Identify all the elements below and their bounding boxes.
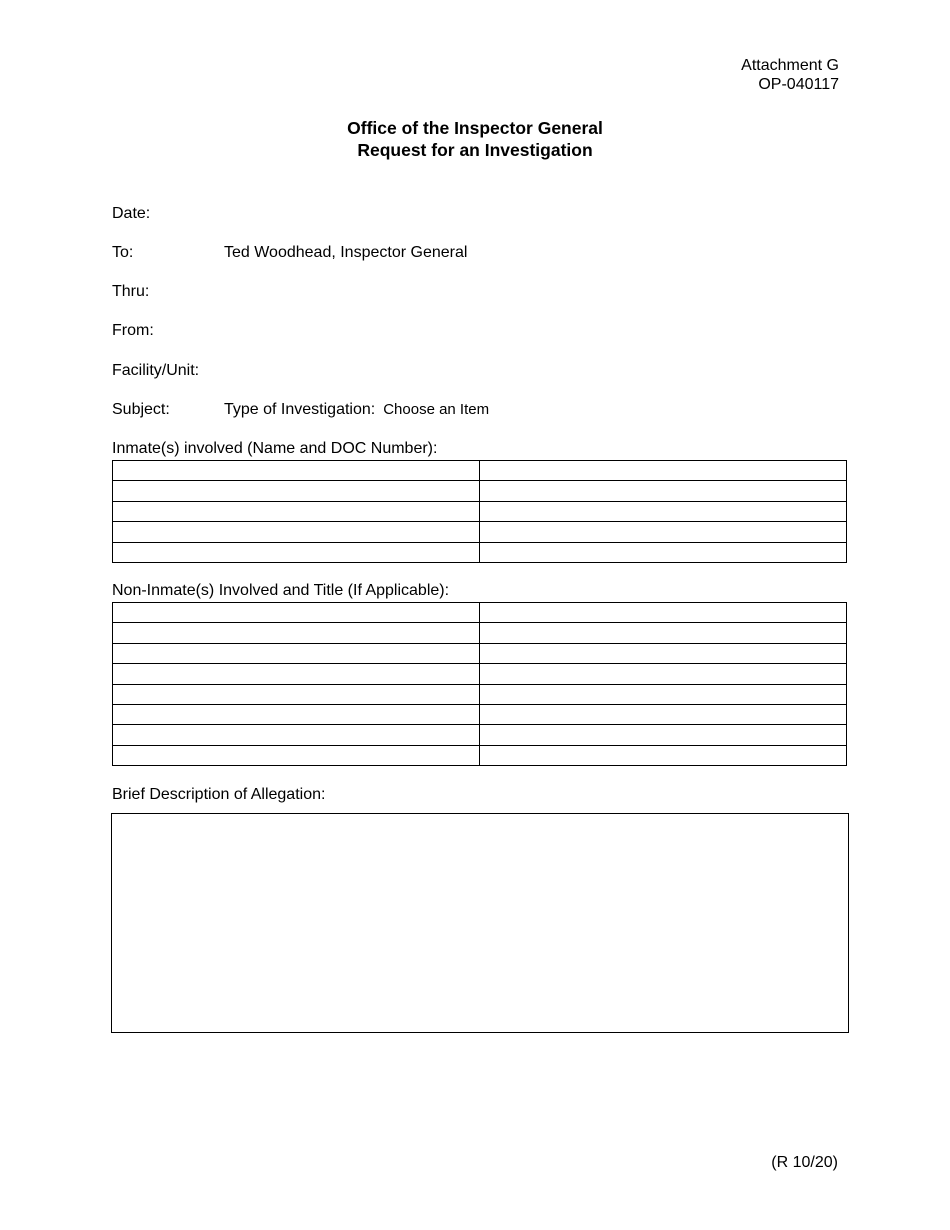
thru-label: Thru: [112, 283, 150, 300]
to-field[interactable] [112, 243, 467, 263]
inmates-table [112, 460, 847, 563]
title-line-2: Request for an Investigation [357, 140, 593, 160]
date-field[interactable] [112, 204, 224, 224]
non-inmates-cell[interactable] [113, 664, 480, 684]
non-inmates-cell[interactable] [480, 664, 847, 684]
non-inmates-cell[interactable] [480, 704, 847, 724]
non-inmates-cell[interactable] [480, 643, 847, 663]
non-inmates-cell[interactable] [113, 745, 480, 765]
non-inmates-cell[interactable] [480, 745, 847, 765]
inmates-cell[interactable] [113, 522, 480, 542]
inmates-cell[interactable] [480, 501, 847, 521]
inmates-row [113, 542, 847, 562]
non-inmates-cell[interactable] [480, 725, 847, 745]
type-of-investigation-dropdown[interactable]: Choose an Item [383, 401, 490, 418]
to-label: To: [112, 244, 134, 261]
facility-label: Facility/Unit: [112, 362, 200, 379]
non-inmates-cell[interactable] [113, 725, 480, 745]
non-inmates-cell[interactable] [113, 684, 480, 704]
non-inmates-cell[interactable] [480, 603, 847, 623]
title-line-1: Office of the Inspector General [347, 118, 603, 138]
non-inmates-row [113, 664, 847, 684]
inmates-cell[interactable] [480, 522, 847, 542]
non-inmates-label: Non-Inmate(s) Involved and Title (If Applicable): [112, 582, 450, 599]
from-field[interactable] [112, 321, 224, 341]
date-label: Date: [112, 205, 151, 222]
inmates-cell[interactable] [480, 542, 847, 562]
non-inmates-cell[interactable] [480, 684, 847, 704]
non-inmates-row [113, 643, 847, 663]
attachment-header [741, 56, 839, 94]
inmates-row [113, 481, 847, 501]
non-inmates-cell[interactable] [480, 623, 847, 643]
allegation-textarea[interactable] [111, 813, 849, 1033]
inmates-row [113, 461, 847, 481]
inmates-label: Inmate(s) involved (Name and DOC Number): [112, 440, 438, 457]
type-of-investigation-label: Type of Investigation: [224, 401, 376, 418]
inmates-cell[interactable] [480, 481, 847, 501]
non-inmates-row [113, 704, 847, 724]
inmates-cell[interactable] [480, 461, 847, 481]
non-inmates-table [112, 602, 847, 766]
allegation-label: Brief Description of Allegation: [112, 786, 326, 803]
op-number: OP-040117 [758, 76, 839, 93]
non-inmates-cell[interactable] [113, 643, 480, 663]
non-inmates-row [113, 684, 847, 704]
non-inmates-row [113, 603, 847, 623]
non-inmates-cell[interactable] [113, 603, 480, 623]
attachment-label: Attachment G [741, 57, 839, 74]
inmates-cell[interactable] [113, 542, 480, 562]
non-inmates-row [113, 623, 847, 643]
subject-label: Subject: [112, 401, 170, 418]
subject-field [112, 400, 489, 420]
non-inmates-row [113, 745, 847, 765]
inmates-cell[interactable] [113, 461, 480, 481]
facility-field[interactable] [112, 361, 224, 381]
from-label: From: [112, 322, 154, 339]
non-inmates-row [113, 725, 847, 745]
revision-label: (R 10/20) [771, 1154, 838, 1171]
non-inmates-cell[interactable] [113, 704, 480, 724]
form-title [0, 117, 950, 161]
to-value[interactable]: Ted Woodhead, Inspector General [224, 244, 468, 261]
thru-field[interactable] [112, 282, 224, 302]
inmates-cell[interactable] [113, 481, 480, 501]
non-inmates-cell[interactable] [113, 623, 480, 643]
inmates-row [113, 522, 847, 542]
inmates-row [113, 501, 847, 521]
inmates-cell[interactable] [113, 501, 480, 521]
